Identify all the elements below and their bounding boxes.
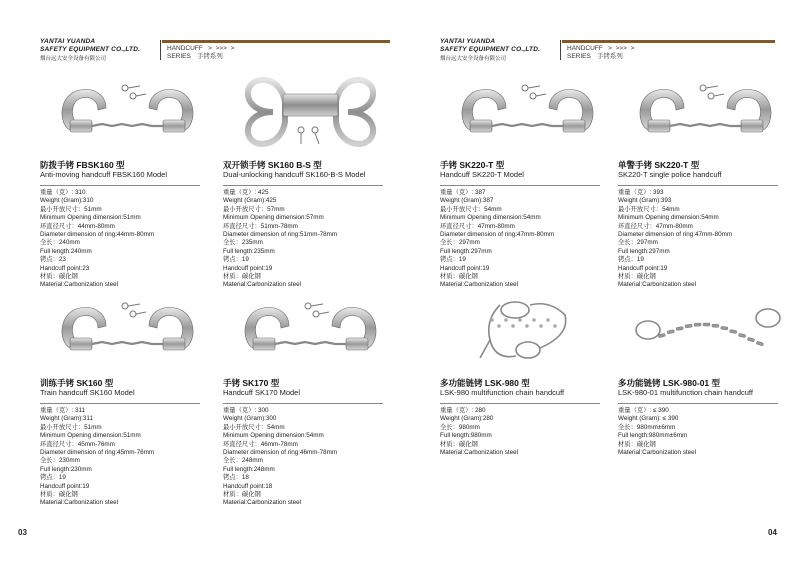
header-divider [160, 40, 161, 60]
spec-line: 铐点：19 [40, 474, 66, 482]
spec-line: 铐点：19 [223, 256, 249, 264]
spec-line: 重量（克）: 393 [618, 189, 664, 196]
company-name-block [40, 38, 140, 63]
company-name-en-2: SAFETY EQUIPMENT CO.,LTD. [440, 46, 541, 53]
spec-line: Weight (Gram):393 [618, 197, 672, 205]
spec-line: 材质：碳化钢 [40, 491, 78, 499]
spec-line: 环直径尺寸：45mm-76mm [40, 440, 115, 448]
spec-line: Full length:980mm±6mm [618, 432, 688, 440]
product-title-cn: 手铐 SK170 型 [223, 378, 280, 388]
spec-line: Weight (Gram):311 [40, 415, 93, 423]
spec-line: 全长：240mm [40, 239, 80, 247]
product-title-en: Handcuff SK170 Model [223, 388, 300, 397]
company-name-en-1: YANTAI YUANDA [40, 38, 96, 45]
spec-line: Full length:297mm [440, 247, 492, 255]
spec-line: 重量（克）: 300 [223, 407, 269, 414]
handcuff-image [223, 290, 398, 370]
spec-line: Minimum Opening dimension:54mm [223, 432, 324, 440]
product-title-cn: 双开锁手铐 SK160 B-S 型 [223, 160, 322, 170]
product-card [223, 72, 398, 289]
series-label: SERIES [167, 53, 191, 60]
spec-line: Full length:980mm [440, 432, 492, 440]
handcuff-image [223, 72, 398, 152]
right-page-header [440, 38, 775, 68]
spec-line: Weight (Gram):280 [440, 415, 494, 423]
spec-line: 铐点：18 [223, 474, 249, 482]
handcuff-image [618, 72, 793, 152]
spec-line: 材质：碳化钢 [618, 273, 656, 281]
series-label-cn: 手铐系列 [596, 53, 623, 60]
product-card [40, 290, 215, 507]
spec-line: 全长：980mm [440, 423, 480, 431]
spec-line: Minimum Opening dimension:51mm [40, 432, 141, 440]
spec-line: 环直径尺寸：47mm-80mm [440, 222, 515, 230]
spec-line: 重量（克）: 280 [440, 407, 486, 414]
spec-line: 最小开放尺寸：51mm [40, 205, 102, 213]
spec-line: 最小开放尺寸：57mm [223, 205, 285, 213]
spec-line: Material:Carbonization steel [223, 499, 302, 507]
spec-line: Weight (Gram):300 [223, 415, 277, 423]
spec-line: 全长：297mm [618, 239, 658, 247]
series-label: SERIES [567, 53, 591, 60]
spec-line: 材质：碳化钢 [440, 273, 478, 281]
product-title-en: Dual-unlocking handcuff SK160-B-S Model [223, 170, 366, 179]
spec-line: 材质：碳化钢 [223, 491, 261, 499]
spec-line: 铐点：19 [440, 256, 466, 264]
spec-line: Handcuff point:18 [223, 482, 273, 490]
spec-line: 材质：碳化钢 [40, 273, 78, 281]
spec-line: Diameter dimension of ring:44mm-80mm [40, 231, 155, 239]
product-card [440, 72, 615, 289]
spec-line: Weight (Gram):387 [440, 197, 494, 205]
spec-line: Handcuff point:19 [40, 482, 90, 490]
product-title-cn: 训练手铐 SK160 型 [40, 378, 114, 388]
spec-line: 环直径尺寸：44mm-80mm [40, 222, 115, 230]
spec-line: Full length:235mm [223, 247, 275, 255]
spec-line: Material:Carbonization steel [223, 281, 302, 289]
spec-line: Material:Carbonization steel [40, 281, 119, 289]
product-card [40, 72, 215, 289]
spec-line: Material:Carbonization steel [618, 281, 697, 289]
spec-line: 材质：碳化钢 [223, 273, 261, 281]
series-breadcrumb: HANDCUFF > >>> > [567, 45, 635, 52]
spec-line: 重量（克）: 310 [40, 189, 86, 196]
product-title-cn: 防拨手铐 FBSK160 型 [40, 160, 125, 170]
spec-list [440, 407, 518, 457]
title-divider [618, 185, 778, 186]
company-name-en-2: SAFETY EQUIPMENT CO.,LTD. [40, 46, 141, 53]
spec-list [223, 407, 337, 508]
spec-line: 重量（克）: ≤ 390 [618, 407, 669, 414]
spec-line: Weight (Gram):310 [40, 197, 94, 205]
product-title-cn: 单警手铐 SK220-T 型 [618, 160, 700, 170]
spec-line: 环直径尺寸：46mm-78mm [223, 440, 298, 448]
spec-line: Diameter dimension of ring:45mm-76mm [40, 449, 155, 457]
header-bar [162, 40, 390, 43]
spec-line: Material:Carbonization steel [440, 281, 519, 289]
product-title-en: Train handcuff SK160 Model [40, 388, 135, 397]
spec-line: 全长：297mm [440, 239, 480, 247]
product-card [618, 290, 793, 500]
product-card [618, 72, 793, 289]
spec-line: Weight (Gram):425 [223, 197, 277, 205]
spec-list [618, 189, 732, 290]
product-card [440, 290, 615, 500]
spec-line: 环直径尺寸：51mm-78mm [223, 222, 298, 230]
spec-list [440, 189, 554, 290]
spec-line: Full length:297mm [618, 247, 670, 255]
spec-line: 铐点：19 [618, 256, 644, 264]
spec-line: 环直径尺寸：47mm-80mm [618, 222, 693, 230]
title-divider [223, 185, 383, 186]
spec-line: Material:Carbonization steel [440, 449, 519, 457]
product-title-cn: 多功能链铐 LSK-980-01 型 [618, 378, 721, 388]
product-title-en: Handcuff SK220-T Model [440, 170, 524, 179]
product-title-cn: 手铐 SK220-T 型 [440, 160, 505, 170]
spec-line: Weight (Gram): ≤ 390 [618, 415, 679, 423]
title-divider [440, 403, 600, 404]
spec-line: 全长：235mm [223, 239, 263, 247]
spec-line: Minimum Opening dimension:57mm [223, 214, 324, 222]
spec-line: 最小开放尺寸：54mm [440, 205, 502, 213]
spec-line: Minimum Opening dimension:54mm [440, 214, 541, 222]
chain-handcuff-image [618, 290, 793, 370]
spec-line: 最小开放尺寸：51mm [40, 423, 102, 431]
title-divider [40, 403, 200, 404]
spec-line: Diameter dimension of ring:47mm-80mm [440, 231, 555, 239]
spec-line: 铐点：23 [40, 256, 66, 264]
series-breadcrumb: HANDCUFF > >>> > [167, 45, 235, 52]
title-divider [40, 185, 200, 186]
spec-line: Material:Carbonization steel [618, 449, 697, 457]
series-nav [567, 45, 634, 61]
product-title-en: LSK-980 multifunction chain handcuff [440, 388, 565, 397]
spec-list [40, 189, 154, 290]
title-divider [618, 403, 778, 404]
page-number-left: 03 [18, 528, 27, 537]
product-title-en: SK220-T single police handcuff [618, 170, 722, 179]
spec-line: 最小开放尺寸：54mm [223, 423, 285, 431]
spec-line: 材质：碳化钢 [618, 440, 656, 448]
product-title-en: LSK-980-01 multifunction chain handcuff [618, 388, 753, 397]
company-name-en-1: YANTAI YUANDA [440, 38, 496, 45]
spec-list [223, 189, 337, 290]
product-title-en: Anti-moving handcuff FBSK160 Model [40, 170, 168, 179]
title-divider [223, 403, 383, 404]
spec-line: Full length:248mm [223, 465, 275, 473]
spec-line: 材质：碳化钢 [440, 440, 478, 448]
product-card [223, 290, 398, 507]
spec-line: Minimum Opening dimension:54mm [618, 214, 719, 222]
series-label-cn: 手铐系列 [196, 53, 223, 60]
spec-line: Material:Carbonization steel [40, 499, 119, 507]
spec-line: 全长：980mm±6mm [618, 423, 676, 431]
spec-line: 重量（克）: 425 [223, 189, 269, 196]
spec-line: Diameter dimension of ring:46mm-78mm [223, 449, 338, 457]
left-page-header [40, 38, 390, 68]
spec-line: Handcuff point:19 [618, 264, 668, 272]
spec-line: 全长：230mm [40, 457, 80, 465]
spec-line: Full length:230mm [40, 465, 92, 473]
spec-line: Handcuff point:23 [40, 264, 90, 272]
spec-line: Handcuff point:19 [223, 264, 273, 272]
series-nav [167, 45, 234, 61]
spec-line: Diameter dimension of ring:47mm-80mm [618, 231, 733, 239]
spec-list [618, 407, 696, 457]
spec-line: Full length:240mm [40, 247, 92, 255]
spec-line: Handcuff point:19 [440, 264, 490, 272]
spec-list [40, 407, 154, 508]
spec-line: 最小开放尺寸：54mm [618, 205, 680, 213]
spec-line: 重量（克）: 387 [440, 189, 486, 196]
chain-handcuff-image [440, 290, 615, 370]
title-divider [440, 185, 600, 186]
handcuff-image [440, 72, 615, 152]
handcuff-image [40, 290, 215, 370]
company-name-cn: 烟台远大安全设备有限公司 [440, 56, 507, 62]
company-name-block [440, 38, 540, 63]
spec-line: Diameter dimension of ring:51mm-78mm [223, 231, 338, 239]
header-divider [560, 40, 561, 60]
handcuff-image [40, 72, 215, 152]
company-name-cn: 烟台远大安全设备有限公司 [40, 56, 107, 62]
spec-line: 全长：248mm [223, 457, 263, 465]
page-number-right: 04 [768, 528, 777, 537]
spec-line: Minimum Opening dimension:51mm [40, 214, 141, 222]
spec-line: 重量（克）: 311 [40, 407, 86, 414]
product-title-cn: 多功能链铐 LSK-980 型 [440, 378, 530, 388]
header-bar [562, 40, 775, 43]
